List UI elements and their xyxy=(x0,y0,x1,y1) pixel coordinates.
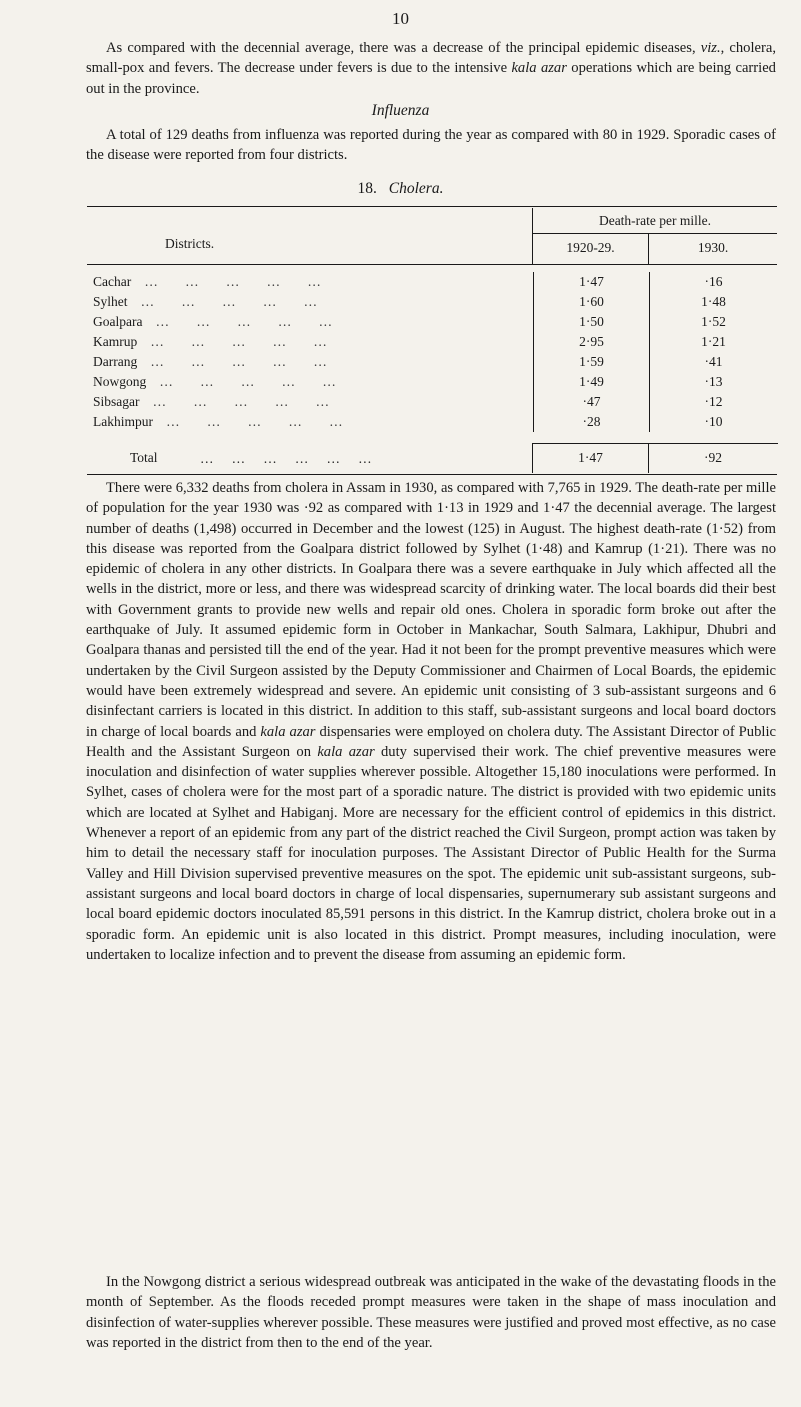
value-1930: ·10 xyxy=(704,414,723,429)
district-cell xyxy=(87,312,534,332)
cholera-text-c: duty supervised their work. The chief preventive measures were inoculation and disinfection of water supplies wherever possible. Altogether 15,180 inoculations were performed. In Sylhet, cases of cholera were for the most part of a sporadic nature. The district is provided with two epidemic units which are located at Sylhet and Habiganj. More are necessary for the efficient control of epidemics in this district. Whenever a report of an epidemic from any part of the district reached the Civil Surgeon, prompt action was taken by him to detail the necessary staff for inoculation purposes. The Assistant Director of Public Health for the Surma Valley and Hill Division supervised preventive measures on the spot. The epidemic unit sub-assistant surgeons, sub-assistant surgeons and local board doctors in charge of local dispensaries, supernumerary sub assistant surgeons and local board epidemic doctors inoculated 85,591 persons in this district. In the Kamrup district, cholera broke out in a sporadic form. An epidemic unit is also located in this district. Prompt measures, including inoculation, were undertaken to localize infection and to prevent the disease from assuming an epidemic form. xyxy=(86,743,777,963)
leader-dots: … … … … … xyxy=(131,274,322,289)
table-row xyxy=(87,352,777,372)
value-1920-29: 1·59 xyxy=(534,352,650,372)
intro-text-a: As compared with the decennial average, there was a decrease of the principal epidemic diseases, xyxy=(106,40,701,56)
influenza-heading: Influenza xyxy=(371,102,430,119)
table-top-rule xyxy=(87,206,777,207)
leader-dots: … … … … … xyxy=(137,334,328,349)
value-1930: 1·21 xyxy=(701,334,726,349)
district-cell xyxy=(87,412,534,432)
district-name: Nowgong xyxy=(93,374,147,389)
value-1920-29: 1·60 xyxy=(534,292,650,312)
cholera-kala-azar-2: kala azar xyxy=(317,743,375,760)
value-1930: ·12 xyxy=(704,394,723,409)
cholera-heading xyxy=(0,180,801,198)
page-number: 10 xyxy=(392,9,409,28)
value-1920-29: ·47 xyxy=(534,392,650,412)
district-name: Goalpara xyxy=(93,314,143,329)
district-cell xyxy=(87,332,534,352)
table-row xyxy=(87,392,777,412)
table-header-rule xyxy=(87,264,777,265)
value-1930: 1·52 xyxy=(701,314,726,329)
table-row xyxy=(87,412,777,432)
district-cell xyxy=(87,352,534,372)
cholera-heading-title: Cholera. xyxy=(388,180,444,197)
cholera-text-b: dispensaries were employed on cholera duty. The Assistant Director of Public Health and the Assistant Surgeon on xyxy=(86,723,776,760)
value-1920-29: 2·95 xyxy=(534,332,650,352)
leader-dots: … … … … … xyxy=(137,354,328,369)
district-name: Kamrup xyxy=(93,334,138,349)
table-row xyxy=(87,292,777,312)
total-dots: … … … … … … xyxy=(200,451,374,466)
table-row xyxy=(87,272,777,292)
district-cell xyxy=(87,372,534,392)
intro-kala-azar: kala azar xyxy=(511,60,567,77)
district-cell xyxy=(87,292,534,312)
district-name: Cachar xyxy=(93,274,132,289)
total-rule xyxy=(532,443,778,444)
intro-text-b: , cholera, small-pox and fevers. The decrease under fevers is due to the intensive xyxy=(86,40,776,77)
intro-paragraph xyxy=(86,38,776,99)
table-row xyxy=(87,372,777,392)
district-cell xyxy=(87,392,534,412)
district-name: Sibsagar xyxy=(93,394,140,409)
leader-dots: … … … … … xyxy=(127,294,319,309)
value-1920-29: ·28 xyxy=(534,412,650,432)
leader-dots: … … … … … xyxy=(153,414,344,429)
intro-text-c: operations which are being carried out in the province. xyxy=(86,60,776,97)
cholera-paragraph xyxy=(86,478,776,965)
header-col-1930: 1930. xyxy=(697,240,729,255)
leader-dots: … … … … … xyxy=(146,374,337,389)
value-1920-29: 1·49 xyxy=(534,372,650,392)
header-districts: Districts. xyxy=(165,236,215,251)
district-cell xyxy=(87,272,534,292)
value-1930: ·13 xyxy=(704,374,723,389)
intro-viz: viz. xyxy=(700,40,721,56)
influenza-paragraph: A total of 129 deaths from influenza was reported during the year as compared with 80 in 1929. Sporadic cases of the disease were reported from four districts. xyxy=(86,127,776,164)
header-col-1920-29: 1920-29. xyxy=(566,240,615,255)
cholera-kala-azar-1: kala azar xyxy=(260,723,316,740)
value-1930: ·16 xyxy=(704,274,723,289)
cholera-text-a: There were 6,332 deaths from cholera in Assam in 1930, as compared with 7,765 in 1929. The death-rate per mille of population for the year 1930 was ·92 as compared with 1·13 in 1929 and 1·47 the decennial average. The largest number of deaths (1,498) occurred in December and the lowest (125) in August. The highest death-rate (1·52) from this disease was reported from the Goalpara district followed by Sylhet (1·48) and Kamrup (1·21). There was no epidemic of cholera in any other districts. In Goalpara there was a severe earthquake in July which affected all the wells in the district, more or less, and there was widespread scarcity of drinking water. The local boards did their best with Government grants to provide new wells and repair old ones. Cholera in sporadic form broke out after the earthquake of July. It assumed epidemic form in October in Mankachar, South Salmara, Lakhipur, Dhubri and Goalpara thanas and persisted till the end of the year. Had it not been for the prompt preventive measures which were undertaken by the Civil Surgeon assisted by the Deputy Commissioner and Chairmen of Local Boards, the epidemic would have been extremely widespread and severe. An epidemic unit consisting of 3 sub-assistant surgeons and 6 disinfectant carriers is located in this district. In addition to this staff, sub-assistant surgeons and local board doctors in charge of local boards and xyxy=(86,480,776,740)
value-1930: ·41 xyxy=(704,354,723,369)
table-row xyxy=(87,312,777,332)
cholera-heading-number: 18. xyxy=(357,180,377,197)
value-1920-29: 1·47 xyxy=(534,272,650,292)
district-name: Darrang xyxy=(93,354,138,369)
district-name: Lakhimpur xyxy=(93,414,153,429)
value-1920-29: 1·50 xyxy=(534,312,650,332)
cholera-table xyxy=(87,272,777,432)
total-label: Total xyxy=(130,450,158,465)
total-1930: ·92 xyxy=(704,450,722,465)
header-subrule xyxy=(533,233,777,234)
value-1930: 1·48 xyxy=(701,294,726,309)
nowgong-paragraph: In the Nowgong district a serious widespread outbreak was anticipated in the wake of the devastating floods in the month of September. As the floods receded prompt measures were taken in the shape of mass inoculation and disinfection of water-supplies wherever possible. These measures were justified and proved most effective, as no case was reported in the district from then to the end of the year. xyxy=(86,1274,776,1351)
leader-dots: … … … … … xyxy=(142,314,334,329)
header-group: Death-rate per mille. xyxy=(598,213,712,228)
leader-dots: … … … … … xyxy=(139,394,331,409)
district-name: Sylhet xyxy=(93,294,128,309)
table-row xyxy=(87,332,777,352)
table-bottom-rule xyxy=(87,474,777,475)
total-1920-29: 1·47 xyxy=(578,450,603,465)
